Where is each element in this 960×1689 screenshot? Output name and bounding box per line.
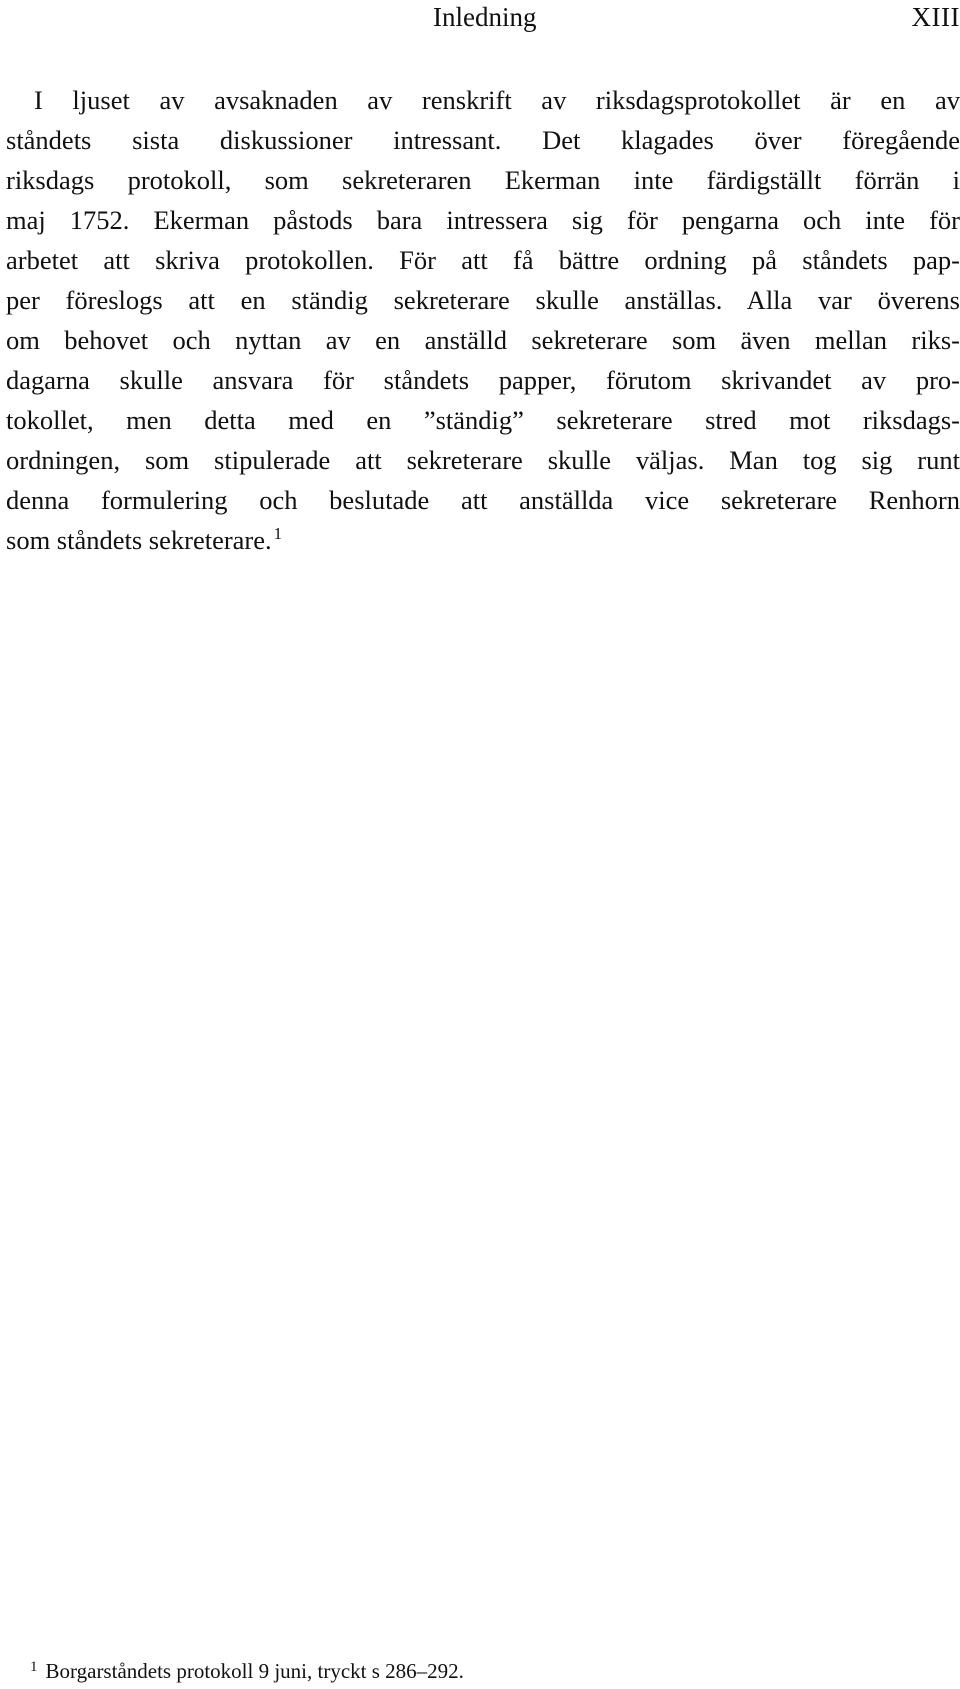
footnote-number: 1 (30, 1659, 38, 1675)
page-number: XIII (911, 2, 960, 32)
body-line: dagarna skulle ansvara för ståndets papper, förutom skrivandet av pro- (6, 365, 960, 395)
body-line: riksdags protokoll, som sekreteraren Ekerman inte färdigställt förrän i (6, 165, 960, 195)
body-line: per föreslogs att en ständig sekreterare skulle anställas. Alla var överens (6, 285, 960, 315)
body-line: maj 1752. Ekerman påstods bara intressera sig för pengarna och inte för (6, 205, 960, 235)
footnote-text: Borgarståndets protokoll 9 juni, tryckt s 286–292. (45, 1659, 464, 1683)
body-line-text: som ståndets sekreterare. (6, 525, 272, 555)
body-line: tokollet, men detta med en ”ständig” sekreterare stred mot riksdags- (6, 405, 960, 435)
body-line-last (6, 520, 960, 560)
footnote (30, 1658, 464, 1684)
footnote-reference[interactable]: 1 (273, 524, 283, 543)
body-line: I ljuset av avsaknaden av renskrift av riksdagsprotokollet är en av (34, 85, 960, 115)
body-line: om behovet och nyttan av en anställd sekreterare som även mellan riks- (6, 325, 960, 355)
body-line: ståndets sista diskussioner intressant. Det klagades över föregående (6, 125, 960, 155)
running-head (0, 0, 960, 36)
body-line: arbetet att skriva protokollen. För att få bättre ordning på ståndets pap- (6, 245, 960, 275)
body-line: ordningen, som stipulerade att sekreterare skulle väljas. Man tog sig runt (6, 445, 960, 475)
body-paragraph (6, 80, 960, 560)
section-title: Inledning (433, 2, 537, 32)
body-line: denna formulering och beslutade att anställda vice sekreterare Renhorn (6, 485, 960, 515)
